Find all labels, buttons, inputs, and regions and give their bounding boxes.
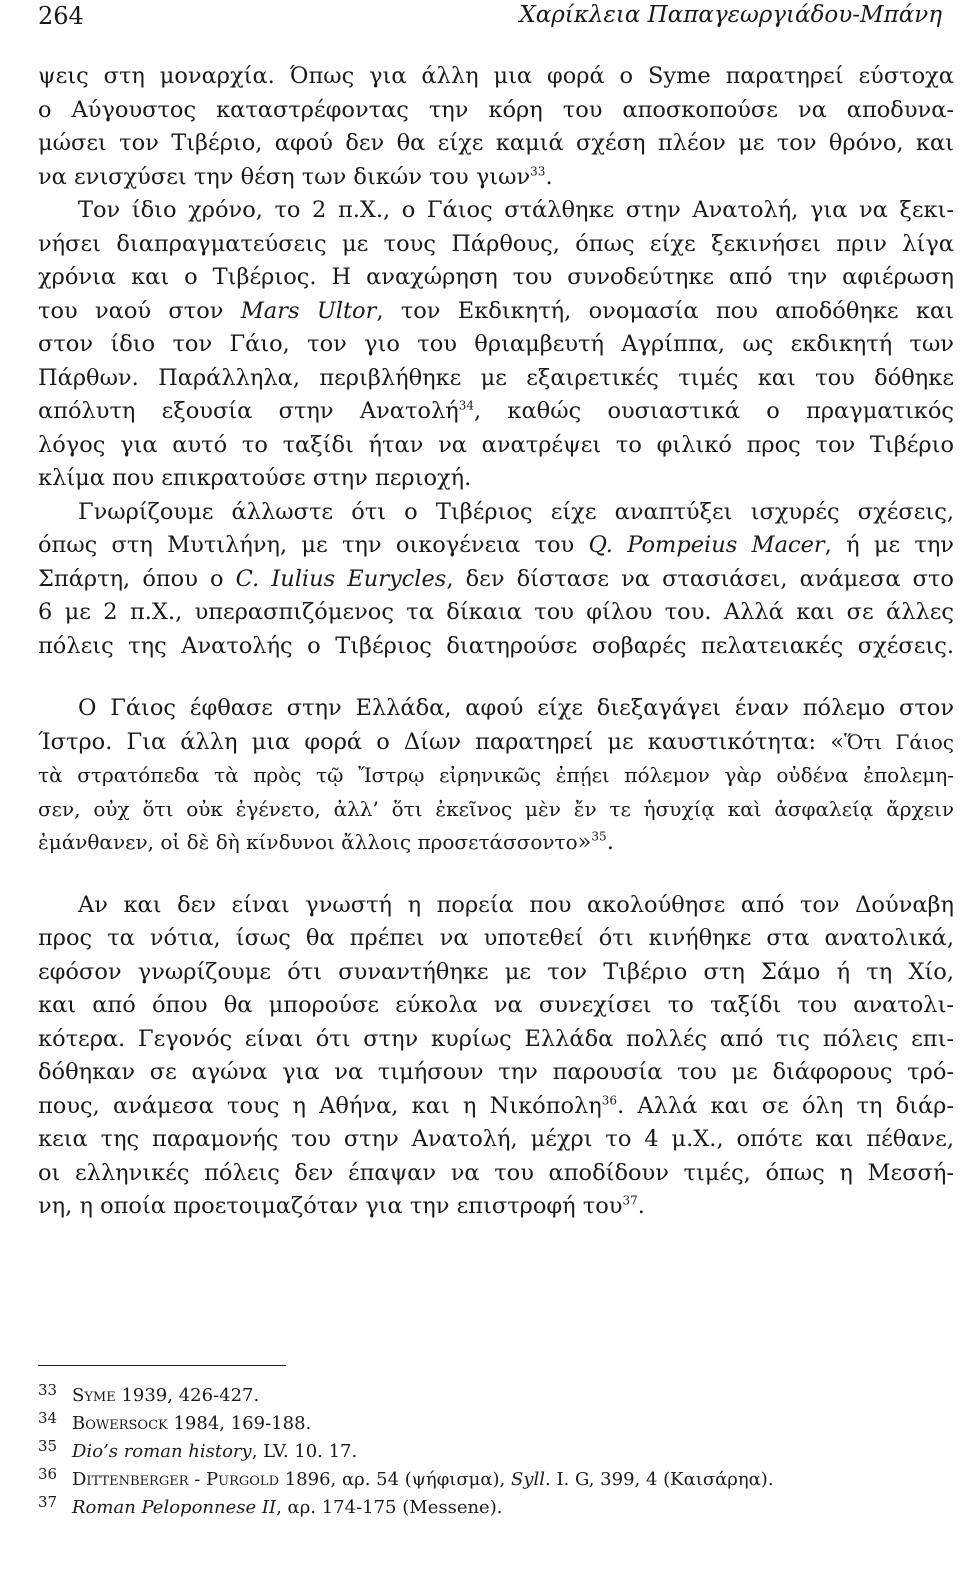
text-line: ο Αύγουστος καταστρέφοντας την κόρη του αποσκοπούσε να αποδυνα- [38, 96, 954, 123]
footnote-number: 36 [38, 1465, 58, 1483]
footnote-text: . I. G, 399, 4 (Καισάρηα). [545, 1469, 774, 1490]
footnote-reference[interactable]: 34 [458, 398, 474, 413]
italic-term: Mars Ultor [240, 297, 377, 324]
footnote-36 [38, 1460, 938, 1488]
text-line: τὰ στρατόπεδα τὰ πρὸς τῷ Ἴστρῳ εἰρηνικῶς ἐπῄει πόλεμον γὰρ οὐδένα ἐπολεμη- [38, 763, 954, 787]
text-line: μώσει τον Τιβέριο, αφού δεν θα είχε καμιά σχέση πλέον με τον θρόνο, και [38, 130, 954, 156]
paragraph-gap [38, 663, 954, 692]
footnote-35 [38, 1432, 938, 1460]
footnote-text: 1984, 169-188. [167, 1413, 312, 1434]
text-line: πόλεις της Ανατολής ο Τιβέριος διατηρούσε σοβαρές πελατειακές σχέσεις. [38, 632, 954, 659]
footnote-number: 34 [38, 1409, 58, 1427]
author-name: Bowersock [72, 1413, 168, 1434]
text-line: να ενισχύσει την θέση των δικών του γιων$^{33}$. [38, 163, 553, 190]
text-run: » [577, 829, 592, 855]
text-line [38, 529, 954, 563]
footnote-reference[interactable]: 36 [601, 1093, 618, 1107]
body-text [38, 60, 954, 1224]
text-line: λόγος για αυτό το ταξίδι ήταν να ανατρέψει το φιλικό προς τον Τιβέριο [38, 431, 954, 458]
text-line: Ο Γάιος έφθασε στην Ελλάδα, αφού είχε διεξαγάγει έναν πόλεμο στον [78, 695, 954, 721]
greek-quote: ἐμάνθανεν, οἱ δὲ δὴ κίνδυνοι ἄλλοις προσετάσσοντο [38, 830, 578, 854]
text-run: , δεν δίστασε να στασιάσει, ανάμεσα στο [446, 565, 954, 592]
paragraph-gap [38, 860, 954, 889]
italic-title: Roman Peloponnese II [72, 1497, 277, 1518]
text-line: δόθηκαν σε αγώνα για να τιμήσουν την παρουσία του με διάφορους τρό- [38, 1059, 954, 1085]
text-line: στον ίδιο τον Γάιο, τον γιο του θριαμβευτή Αγρίππα, ως εκδικητή των [38, 331, 954, 357]
text-line: Αν και δεν είναι γνωστή η πορεία που ακολούθησε από τον Δούναβη [78, 891, 954, 918]
footnote-text: 1939, 426-427. [115, 1385, 260, 1406]
text-line: κλίμα που επικρατούσε στην περιοχή. [38, 465, 472, 491]
italic-title: Syll [510, 1469, 545, 1490]
author-name: Syme [72, 1385, 116, 1406]
footnote-text: 1896, αρ. 54 (ψήφισμα), [279, 1469, 511, 1490]
text-line: οι ελληνικές πόλεις δεν έπαψαν να του αποδίδουν τιμές, όπως η Μεσσή- [38, 1159, 954, 1186]
text-run: όπως στη Μυτιλήνη, με την οικογένεια του [38, 532, 589, 558]
text-line: εφόσον γνωρίζουμε ότι συναντήθηκε με τον Τιβέριο στη Σάμο ή τη Χίο, [38, 958, 954, 985]
footnote-separator [38, 1365, 286, 1366]
text-run: , τον Εκδικητή, ονομασία που αποδόθηκε και [376, 297, 954, 324]
text-line: πους, ανάμεσα τους η Αθήνα, και η Νικόπολη$^{36}$. Αλλά και σε όλη τη διάρ- [38, 1092, 954, 1119]
text-line: κότερα. Γεγονός είναι ότι στην κυρίως Ελλάδα πολλές από τις πόλεις επι- [38, 1025, 954, 1052]
italic-title: Dio’s roman history [72, 1441, 252, 1462]
running-title: Χαρίκλεια Παπαγεωργιάδου-Μπάνη [519, 2, 942, 28]
footnote-reference[interactable]: 35 [591, 829, 607, 844]
text-line [38, 563, 954, 597]
text-line: Γνωρίζουμε άλλωστε ότι ο Τιβέριος είχε αναπτύξει ισχυρές σχέσεις, [78, 498, 954, 525]
text-line: απόλυτη εξουσία στην Ανατολή$^{34}$, καθώς ουσιαστικά ο πραγματικός [38, 398, 954, 424]
text-line: κεια της παραμονής του στην Ανατολή, μέχρι το 4 μ.Χ., οπότε και πέθανε, [38, 1126, 954, 1152]
author-name: Dittenberger - Purgold [72, 1469, 279, 1490]
page-header [38, 0, 942, 40]
footnote-text: , LV. 10. 17. [251, 1441, 358, 1462]
text-run: Ίστρο. Για άλλη μια φορά ο Δίων παρατηρεί με καυστικότητα: « [38, 728, 844, 755]
footnote-number: 37 [38, 1493, 58, 1511]
text-line: νη, η οποία προετοιμαζόταν για την επιστροφή του$^{37}$. [38, 1193, 645, 1219]
text-line: νήσει διαπραγματεύσεις με τους Πάρθους, όπως είχε ξεκινήσει πριν λίγα [38, 230, 954, 257]
text-line [38, 295, 954, 329]
footnote-reference[interactable]: 33 [530, 164, 546, 178]
text-line: χρόνια και ο Τιβέριος. Η αναχώρηση του συνοδεύτηκε από την αφιέρωση [38, 264, 954, 290]
greek-quote: Ὅτι Γάιος [844, 729, 954, 754]
text-line: και από όπου θα μπορούσε εύκολα να συνεχίσει το ταξίδι του ανατολι- [38, 992, 954, 1018]
footnote-33 [38, 1376, 938, 1404]
footnote-34 [38, 1404, 938, 1432]
footnote-number: 33 [38, 1381, 58, 1399]
page-number: 264 [38, 2, 84, 30]
text-line: προς τα νότια, ίσως θα πρέπει να υποτεθεί ότι κινήθηκε στα ανατολικά, [38, 925, 954, 951]
text-run: , ή με την [824, 532, 954, 558]
text-line: Πάρθων. Παράλληλα, περιβλήθηκε με εξαιρετικές τιμές και του δόθηκε [38, 364, 954, 391]
text-line: Τον ίδιο χρόνο, το 2 π.Χ., ο Γάιος στάλθηκε στην Ανατολή, για να ξεκι- [78, 197, 954, 223]
text-line: ψεις στη μοναρχία. Όπως για άλλη μια φορά ο Syme παρατηρεί εύστοχα [38, 63, 954, 89]
italic-term: Q. Pompeius Macer [588, 532, 825, 558]
text-line [38, 726, 954, 760]
text-line: σεν, οὐχ ὅτι οὐκ ἐγένετο, ἀλλ’ ὅτι ἐκεῖνος μὲν ἔν τε ἡσυχίᾳ καὶ ἀσφαλείᾳ ἄρχειν [38, 796, 954, 821]
footnote-text: , αρ. 174-175 (Messene). [276, 1497, 503, 1518]
footnote-reference[interactable]: 37 [622, 1193, 638, 1208]
footnote-number: 35 [38, 1437, 58, 1455]
text-run: του ναού στον [38, 297, 241, 324]
text-line: 6 με 2 π.Χ., υπερασπιζόμενος τα δίκαια του φίλου του. Αλλά και σε άλλες [38, 599, 954, 625]
footnote-37 [38, 1488, 938, 1516]
footnotes [38, 1376, 938, 1516]
text-line: ἐμάνθανεν, οἱ δὲ δὴ κίνδυνοι ἄλλοις προσετάσσοντο»$^{35}$. [38, 829, 614, 855]
italic-term: C. Iulius Eurycles [235, 565, 447, 592]
text-run: Σπάρτη, όπου ο [38, 565, 236, 592]
